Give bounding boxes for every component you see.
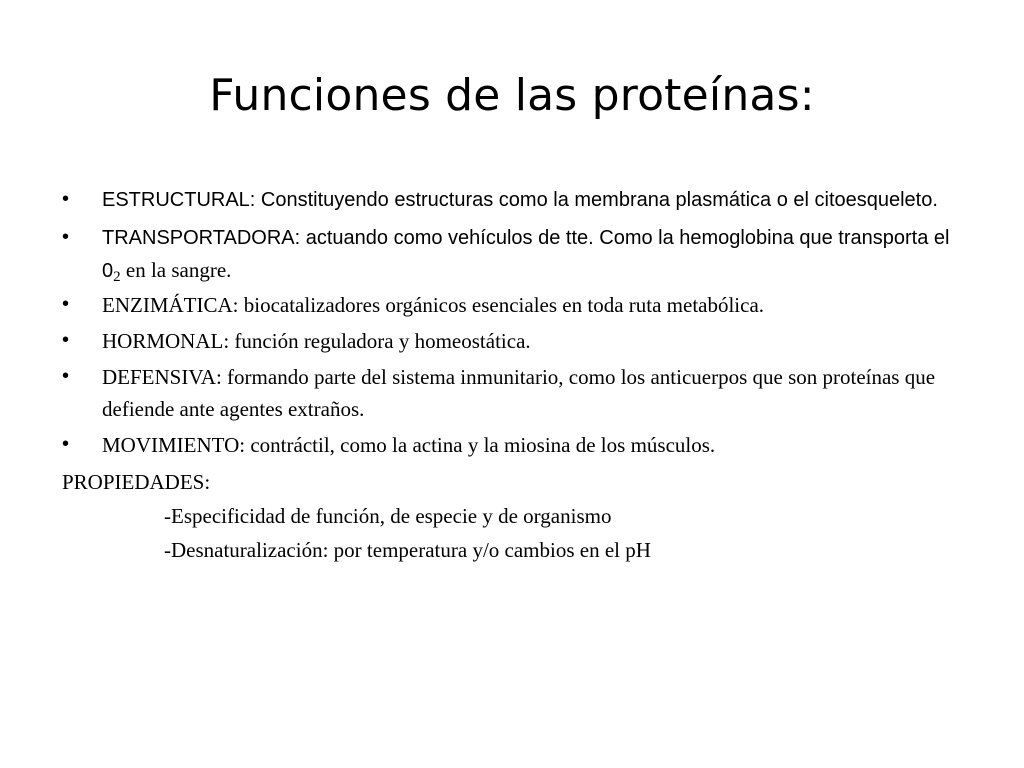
bullet-icon: • [62, 293, 70, 315]
bullet-text: MOVIMIENTO: contráctil, como la actina y la miosina de los músculos. [102, 433, 716, 457]
bullet-text: DEFENSIVA: formando parte del sistema inmunitario, como los anticuerpos que son proteínas que defiende ante agentes extraños. [102, 365, 936, 421]
bullet-body: actuando como vehículos de tte. Como la hemoglobina que transporta el 0 [102, 227, 950, 282]
properties-heading: PROPIEDADES: [62, 470, 211, 494]
bullet-item [62, 184, 972, 216]
bullet-item [62, 361, 972, 425]
bullet-icon: • [62, 188, 70, 210]
subscript: 2 [113, 269, 121, 286]
property-item: -Especificidad de función, de especie y de organismo [164, 504, 612, 528]
bullet-tail: en la sangre. [120, 258, 232, 282]
bullet-item [62, 222, 972, 287]
bullet-text [102, 184, 972, 216]
bullet-text: HORMONAL: función reguladora y homeostática. [102, 329, 531, 353]
slide-title: Funciones de las proteínas: [209, 70, 815, 121]
slide-content [62, 184, 972, 567]
bullet-text: ENZIMÁTICA: biocatalizadores orgánicos esenciales en toda ruta metabólica. [102, 293, 765, 317]
bullet-item [62, 289, 972, 321]
bullet-body: Constituyendo estructuras como la membrana plasmática o el citoesqueleto. [260, 189, 938, 211]
bullet-icon: • [62, 365, 70, 387]
bullet-icon: • [62, 226, 70, 248]
bullet-icon: • [62, 433, 70, 455]
bullet-lead: TRANSPORTADORA: [102, 227, 306, 249]
bullet-icon: • [62, 329, 70, 351]
bullet-item [62, 325, 972, 357]
property-item: -Desnaturalización: por temperatura y/o cambios en el pH [164, 538, 651, 562]
bullet-text [102, 222, 972, 287]
bullet-lead: ESTRUCTURAL: [102, 189, 261, 211]
bullet-item [62, 429, 972, 461]
